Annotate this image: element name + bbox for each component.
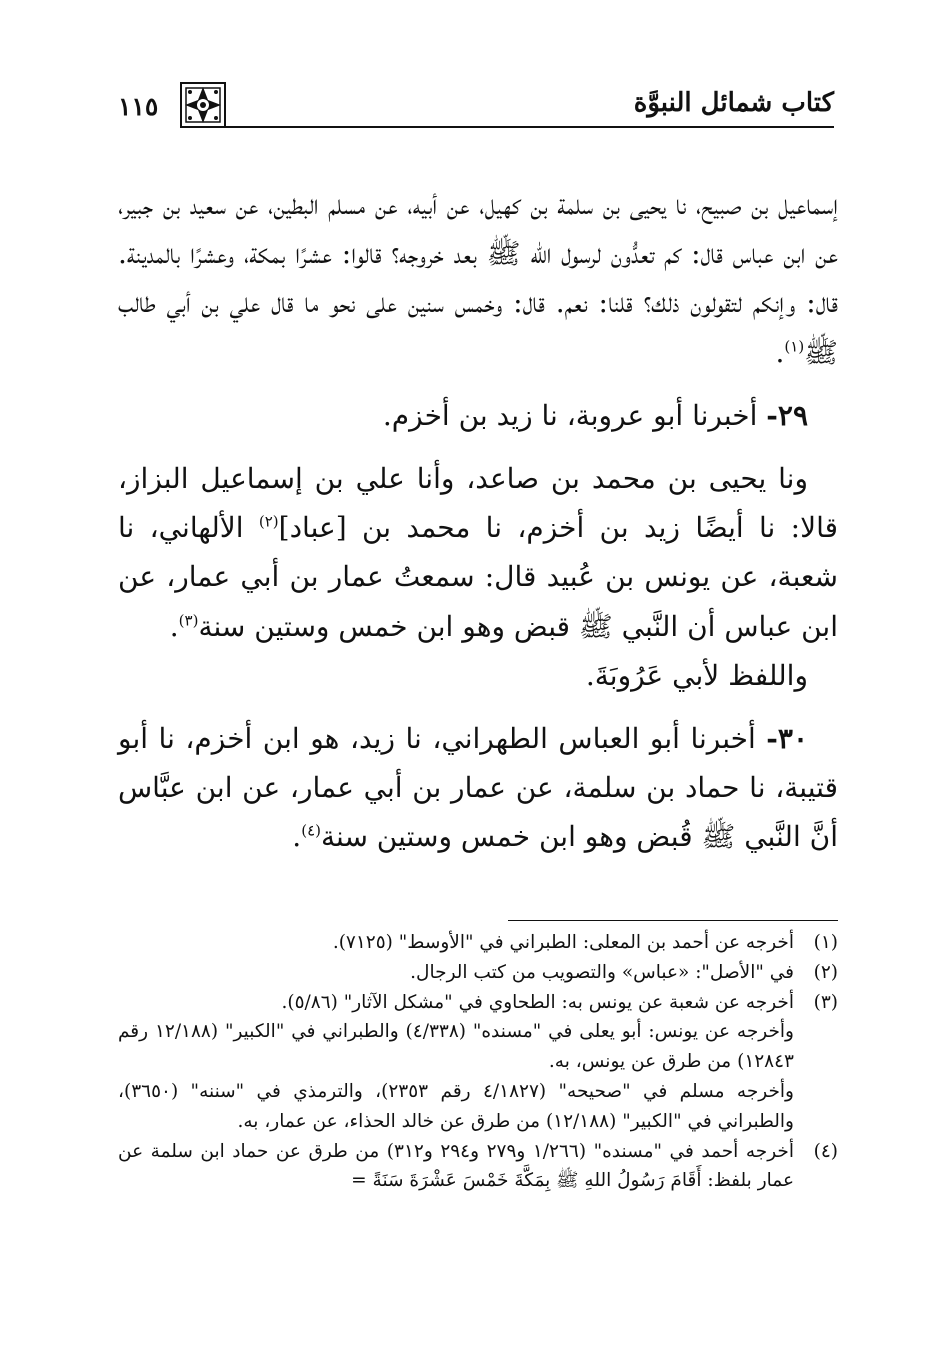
paragraph-end: .: [775, 335, 785, 369]
footnote-text: أخرجه أحمد في "مسنده" (١/٢٦٦ و٢٧٩ و٢٩٤ و٣١٢) من طرق عن حماد ابن سلمة عن عمار بلفظ: أَقَامَ رَسُولُ اللهِ ﷺ بِمَكَّةَ خَمْسَ عَشْرَةَ سَنَةً =: [118, 1140, 794, 1192]
paragraph-text: ونا يحيى بن محمد بن صاعد، وأنا علي بن إسماعيل البزاز، قالا: نا أيضًا زيد بن أخزم، نا محمد بن [عباد]: [118, 462, 838, 545]
footnote-mark: (٣): [813, 991, 838, 1013]
footnote-text: أخرجه عن أحمد بن المعلى: الطبراني في "الأوسط" (٧١٢٥).: [332, 932, 794, 953]
hadith-text: أخبرنا أبو عروبة، نا زيد بن أخزم.: [382, 398, 758, 432]
book-title: كتاب شمائل النبوَّة: [633, 88, 834, 118]
footnote-ref: (٤): [301, 822, 321, 841]
footnote-mark: (١): [813, 932, 838, 953]
footnotes: [118, 928, 838, 1196]
main-text: [118, 180, 838, 862]
paragraph-text: إسماعيل بن صبيح، نا يحيى بن سلمة بن كهيل، عن أبيه، عن مسلم البطين، عن سعيد بن جبير، عن ابن عباس قال: كم تعدُّون لرسول الله ﷺ بعد خروجه؟ قالوا: عشرًا بمكة، وعشرًا بالمدينة. قال: وإنكم لتقولون ذلك؟ قلنا: نعم. قال: وخمس سنين على نحو ما قال علي بن أبي طالب ﷺ: [118, 188, 838, 369]
footnote-ref: (١): [784, 337, 805, 356]
paragraph-text: الألهاني، نا شعبة، عن يونس بن عُبيد قال: سمعتُ عمار بن أبي عمار، عن ابن عباس أن النَّبي ﷺ قبض وهو ابن خمس وستين سنة: [118, 511, 838, 643]
hadith-number: ٣٠-: [766, 722, 808, 756]
paragraph-end: .: [292, 820, 302, 854]
paragraph: [118, 180, 838, 377]
paragraph-end: .: [169, 609, 179, 643]
paragraph: [118, 651, 838, 700]
footnote-ref: (٣): [178, 611, 199, 630]
header-rule: [226, 126, 834, 128]
ornament-icon: [180, 82, 226, 128]
footnote-mark: (٤): [813, 1140, 838, 1162]
footnote: [118, 988, 838, 1137]
footnote-text: وأخرجه مسلم في "صحيحه" (٤/١٨٢٧ رقم ٢٣٥٣)، والترمذي في "سننه" (٣٦٥٠)، والطبراني في "الكبير" (١٢/١٨٨) من طرق عن خالد الحذاء، عن عمار، به.: [118, 1080, 794, 1132]
hadith-30: [118, 714, 838, 862]
page-number: ١١٥: [118, 92, 159, 121]
footnote-ref: (٢): [258, 512, 279, 531]
hadith-number: ٢٩-: [766, 398, 808, 432]
page-header: [118, 78, 834, 134]
footnote-rule: [508, 920, 838, 921]
paragraph-text: واللفظ لأبي عَرُوبَةَ.: [585, 658, 808, 692]
hadith-29: [118, 391, 838, 440]
footnote-text: في "الأصل": «عباس» والتصويب من كتب الرجال.: [410, 961, 794, 983]
footnote: [118, 1137, 838, 1197]
footnote-mark: (٢): [813, 961, 838, 983]
footnote: [118, 958, 838, 988]
paragraph: [118, 454, 838, 651]
footnote: [118, 928, 838, 958]
footnote-text: أخرجه عن شعبة عن يونس به: الطحاوي في "مشكل الآثار" (٥/٨٦).: [281, 991, 794, 1013]
footnote-text: وأخرجه عن يونس: أبو يعلى في "مسنده" (٤/٣٣٨) والطبراني في "الكبير" (١٢/١٨٨ رقم ١٢٨٤٣) من طرق عن يونس، به.: [118, 1021, 794, 1073]
hadith-text: أخبرنا أبو العباس الطهراني، نا زيد، هو ابن أخزم، نا أبو قتيبة، نا حماد بن سلمة، عن عمار بن أبي عمار، عن ابن عبَّاس أنَّ النَّبي ﷺ قُبض وهو ابن خمس وستين سنة: [118, 722, 838, 854]
